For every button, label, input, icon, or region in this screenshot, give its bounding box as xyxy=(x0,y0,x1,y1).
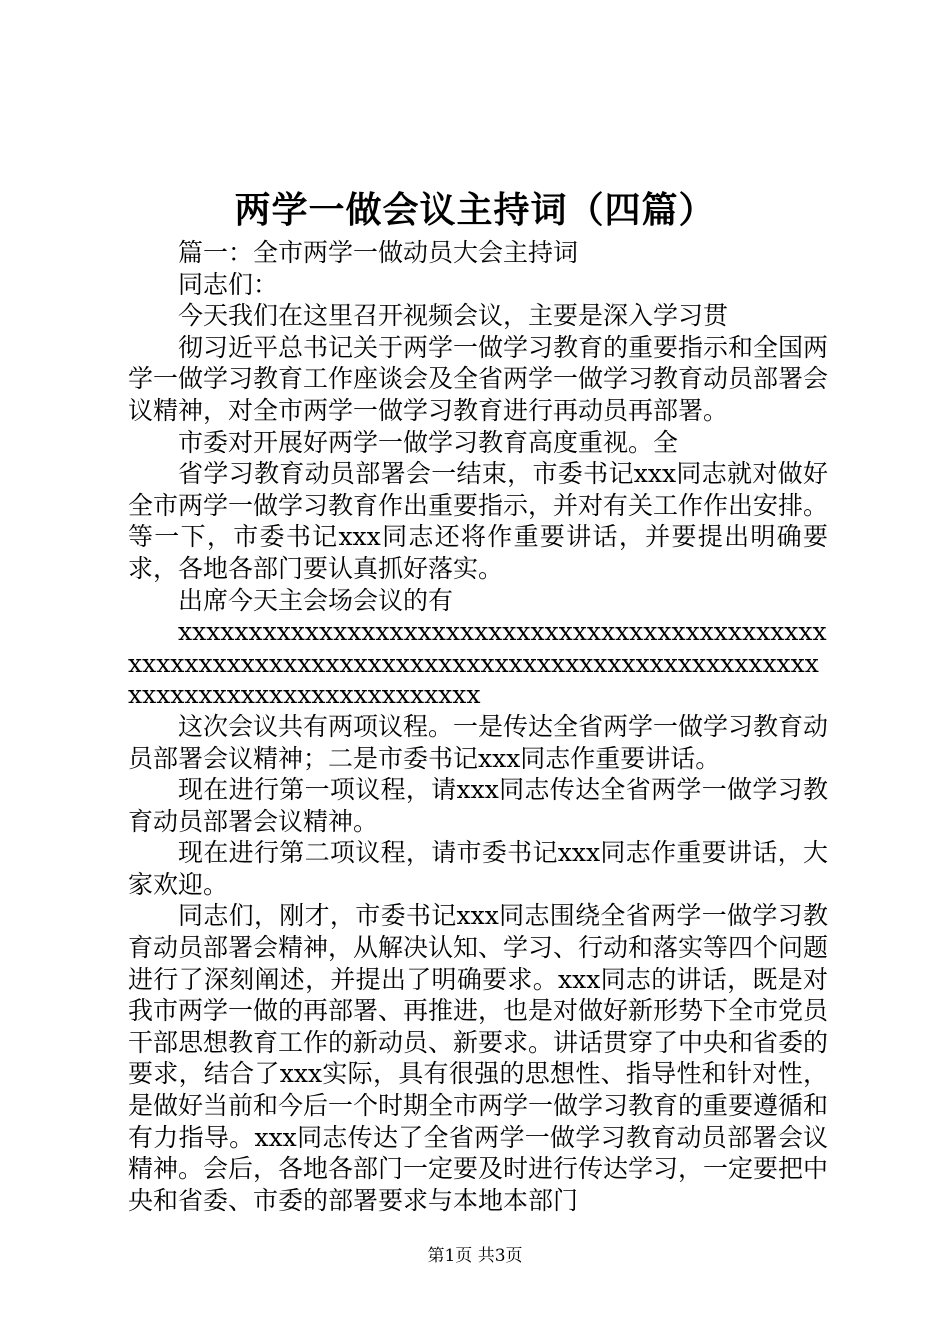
paragraph: 现在进行第二项议程，请市委书记xxx同志作重要讲话，大家欢迎。 xyxy=(128,838,828,899)
paragraph: 同志们，刚才，市委书记xxx同志围绕全省两学一做学习教育动员部署会精神，从解决认知、学习、行动和落实等四个问题进行了深刻阐述，并提出了明确要求。xxx同志的讲话，既是对我市两学一做的再部署、再推进，也是对做好新形势下全市党员干部思想教育工作的新动员、新要求。讲话贯穿了中央和省委的要求，结合了xxx实际，具有很强的思想性、指导性和针对性，是做好当前和今后一个时期全市两学一做学习教育的重要遵循和有力指导。xxx同志传达了全省两学一做学习教育动员部署会议精神。会后，各地各部门一定要及时进行传达学习，一定要把中央和省委、市委的部署要求与本地本部门 xyxy=(128,901,829,1215)
salutation: 同志们： xyxy=(178,269,279,299)
section-heading: 篇一：全市两学一做动员大会主持词 xyxy=(178,238,579,267)
paragraph: 现在进行第一项议程，请xxx同志传达全省两学一做学习教育动员部署会议精神。 xyxy=(128,775,828,836)
paragraph: 市委对开展好两学一做学习教育高度重视。全 xyxy=(178,427,679,457)
document-body xyxy=(128,237,828,1216)
paragraph: 这次会议共有两项议程。一是传达全省两学一做学习教育动员部署会议精神；二是市委书记xxx同志作重要讲话。 xyxy=(128,711,829,773)
paragraph: 彻习近平总书记关于两学一做学习教育的重要指示和全国两学一做学习教育工作座谈会及全省两学一做学习教育动员部署会议精神，对全市两学一做学习教育进行再动员再部署。 xyxy=(128,332,829,425)
page-number-footer: 第1页 共3页 xyxy=(427,1246,523,1266)
paragraph: 今天我们在这里召开视频会议，主要是深入学习贯 xyxy=(178,301,729,331)
paragraph: 出席今天主会场会议的有 xyxy=(178,585,454,615)
paragraph: 省学习教育动员部署会一结束，市委书记xxx同志就对做好全市两学一做学习教育作出重要指示，并对有关工作作出安排。等一下，市委书记xxx同志还将作重要讲话，并要提出明确要求，各地各部门要认真抓好落实。 xyxy=(128,459,829,583)
placeholder-attendee-list: xxxxxxxxxxxxxxxxxxxxxxxxxxxxxxxxxxxxxxxxxxxxxxxxxxxxxxxxxxxxxxxxxxxxxxxxxxxxxxxxxxxxxxxxxxxxxxxxxxxxxxxxxxxxxxxxxxxxxxxx xyxy=(128,617,827,710)
document-title: 两学一做会议主持词（四篇） xyxy=(234,189,716,231)
